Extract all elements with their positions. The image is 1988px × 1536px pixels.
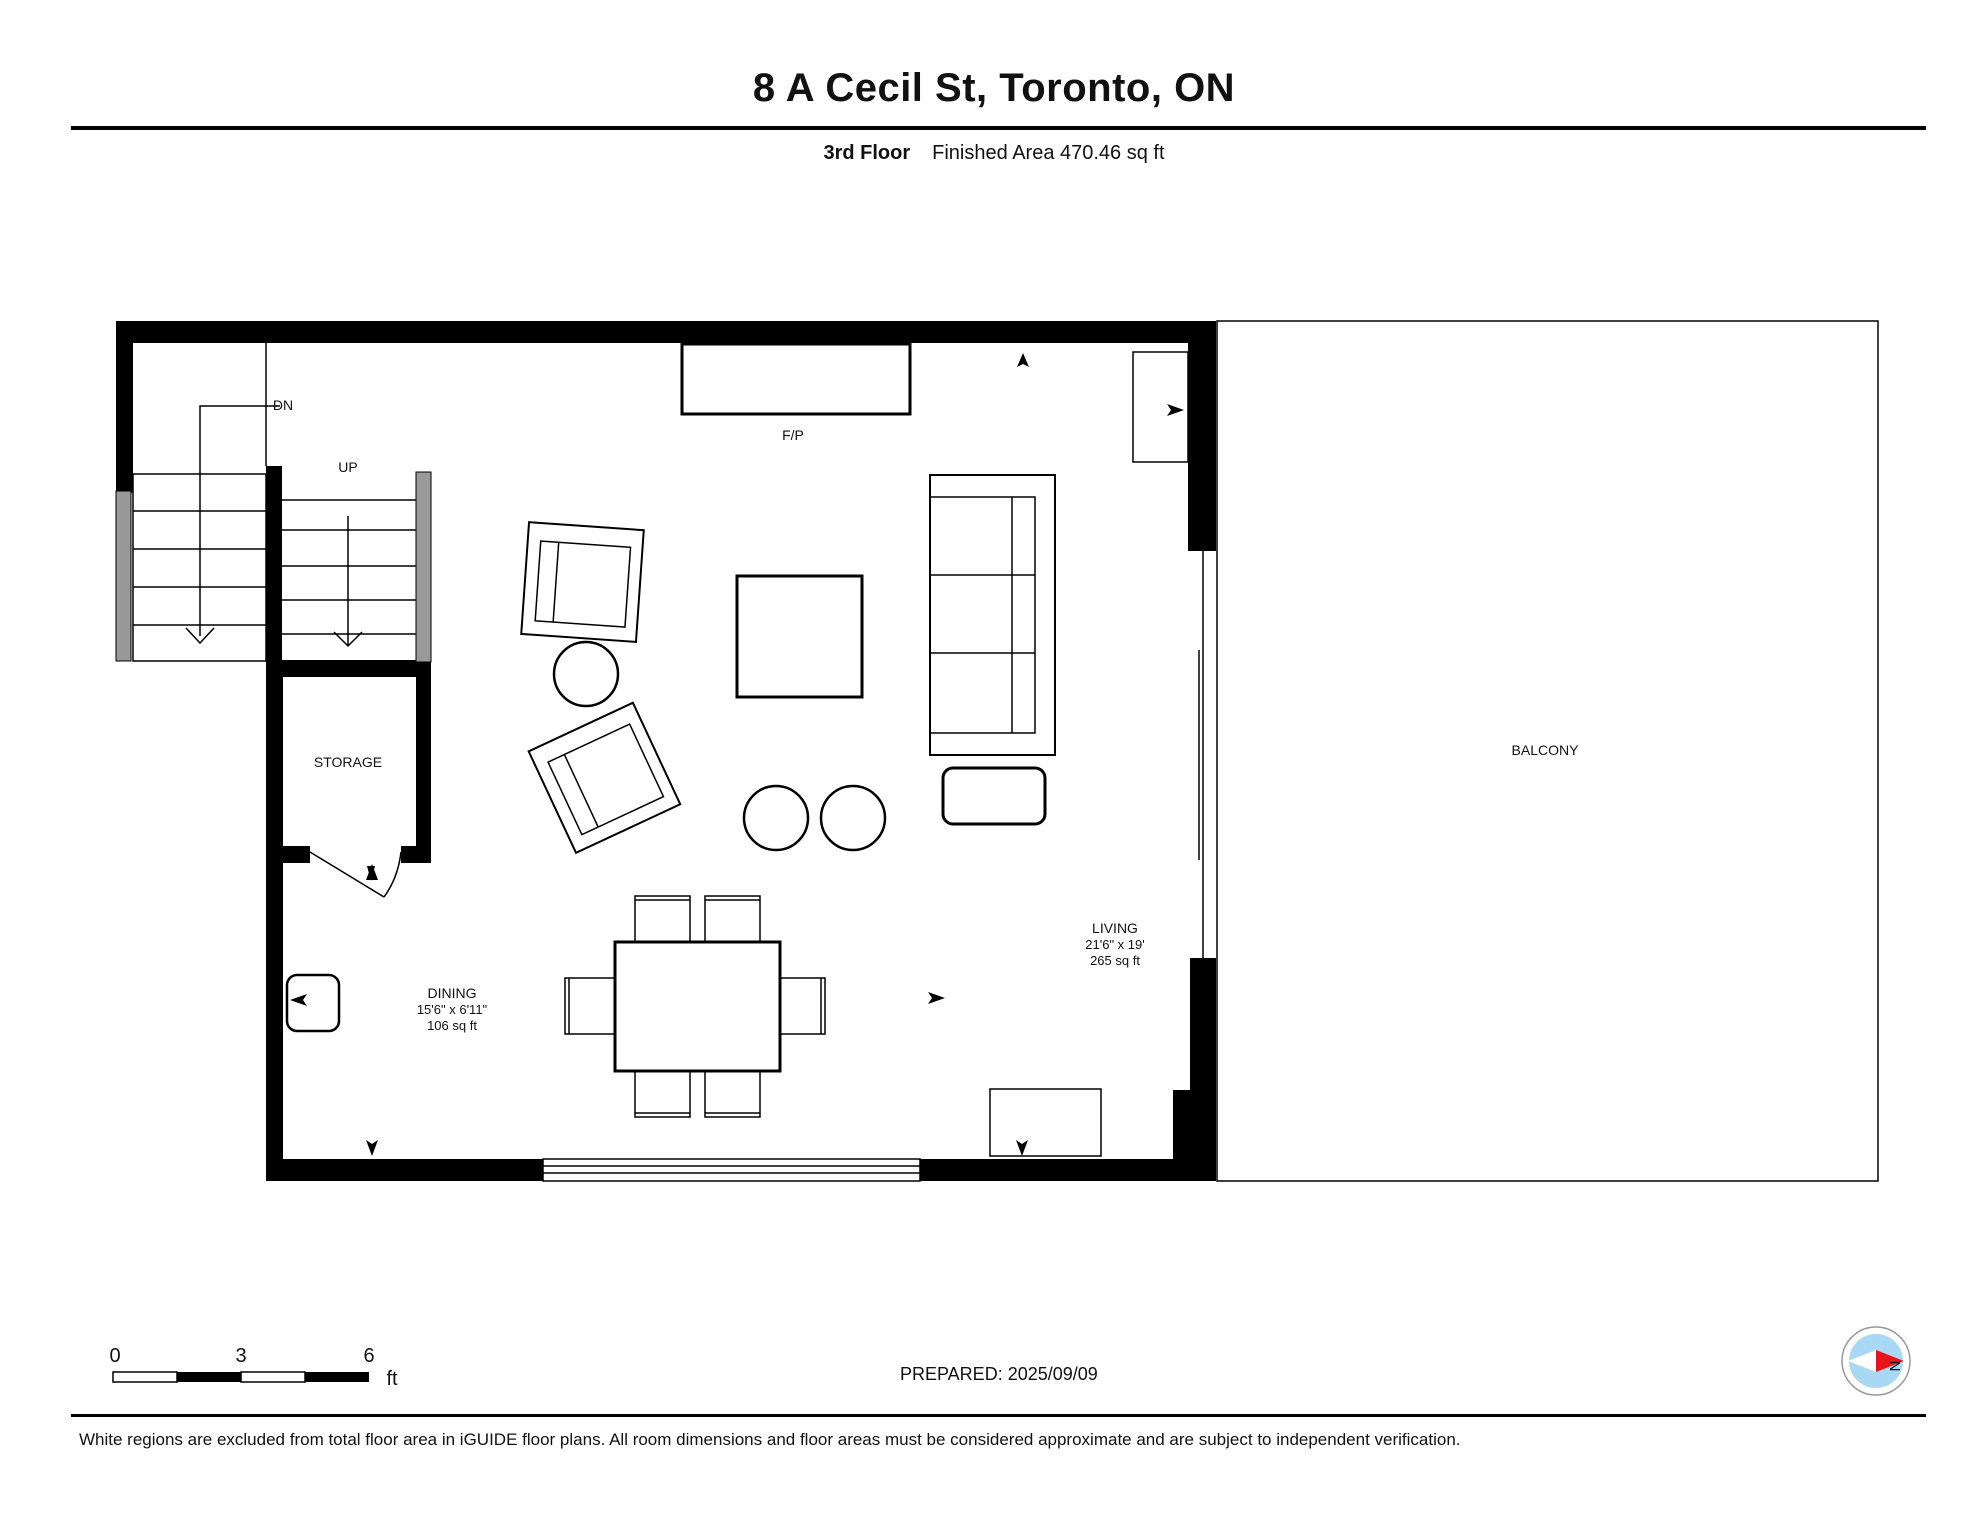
- stairs-up: [282, 500, 416, 646]
- armchair-bottom: [529, 703, 681, 853]
- dining-dims: 15'6" x 6'11": [416, 1002, 488, 1017]
- stool-right: [821, 786, 885, 850]
- stool-left: [744, 786, 808, 850]
- finished-area: Finished Area 470.46 sq ft: [932, 142, 1165, 164]
- prepared-date: PREPARED: 2025/09/09: [900, 1364, 1098, 1384]
- living-dims: 21'6" x 19': [1085, 937, 1145, 952]
- floor-name: 3rd Floor: [823, 142, 911, 164]
- stairs-up-label: UP: [338, 459, 358, 475]
- armchair-top: [521, 522, 644, 642]
- stairs-down-label: DN: [272, 397, 294, 413]
- stair-railing-left: [116, 491, 131, 661]
- console-cabinet: [990, 1089, 1101, 1156]
- stairs-down: [133, 343, 280, 661]
- page-title: 8 A Cecil St, Toronto, ON: [752, 66, 1236, 110]
- dining-name: DINING: [427, 985, 477, 1001]
- storage-label: STORAGE: [313, 754, 383, 770]
- scale-tick-3: 3: [235, 1345, 247, 1367]
- dining-set: [565, 896, 825, 1117]
- balcony-sliding-door: [1199, 551, 1203, 958]
- disclaimer: White regions are excluded from total floor area in iGUIDE floor plans. All room dimensions and floor areas must be considered approximate and are subject to independent verification.: [79, 1430, 1461, 1449]
- compass-north-label: N: [1886, 1360, 1903, 1372]
- scale-tick-0: 0: [109, 1345, 121, 1367]
- cabinet: [1133, 352, 1188, 462]
- dining-bin: [287, 975, 339, 1031]
- ottoman: [943, 768, 1045, 824]
- footer-rule: [71, 1414, 1926, 1417]
- scale-unit: ft: [386, 1368, 398, 1390]
- scale-tick-6: 6: [363, 1345, 375, 1367]
- storage-door: [310, 852, 401, 897]
- bottom-window: [543, 1159, 920, 1181]
- dining-area: 106 sq ft: [427, 1018, 477, 1033]
- living-name: LIVING: [1092, 920, 1138, 936]
- sofa: [930, 475, 1055, 755]
- fireplace: [682, 344, 910, 414]
- balcony-label: BALCONY: [1511, 742, 1579, 758]
- exterior-walls: [116, 321, 1216, 1181]
- stair-railing-right: [416, 472, 431, 662]
- compass-icon: [1842, 1327, 1910, 1395]
- side-table: [554, 642, 618, 706]
- fireplace-label: F/P: [782, 427, 804, 443]
- living-area: 265 sq ft: [1090, 953, 1140, 968]
- scale-bar: [109, 1345, 398, 1390]
- coffee-table: [737, 576, 862, 697]
